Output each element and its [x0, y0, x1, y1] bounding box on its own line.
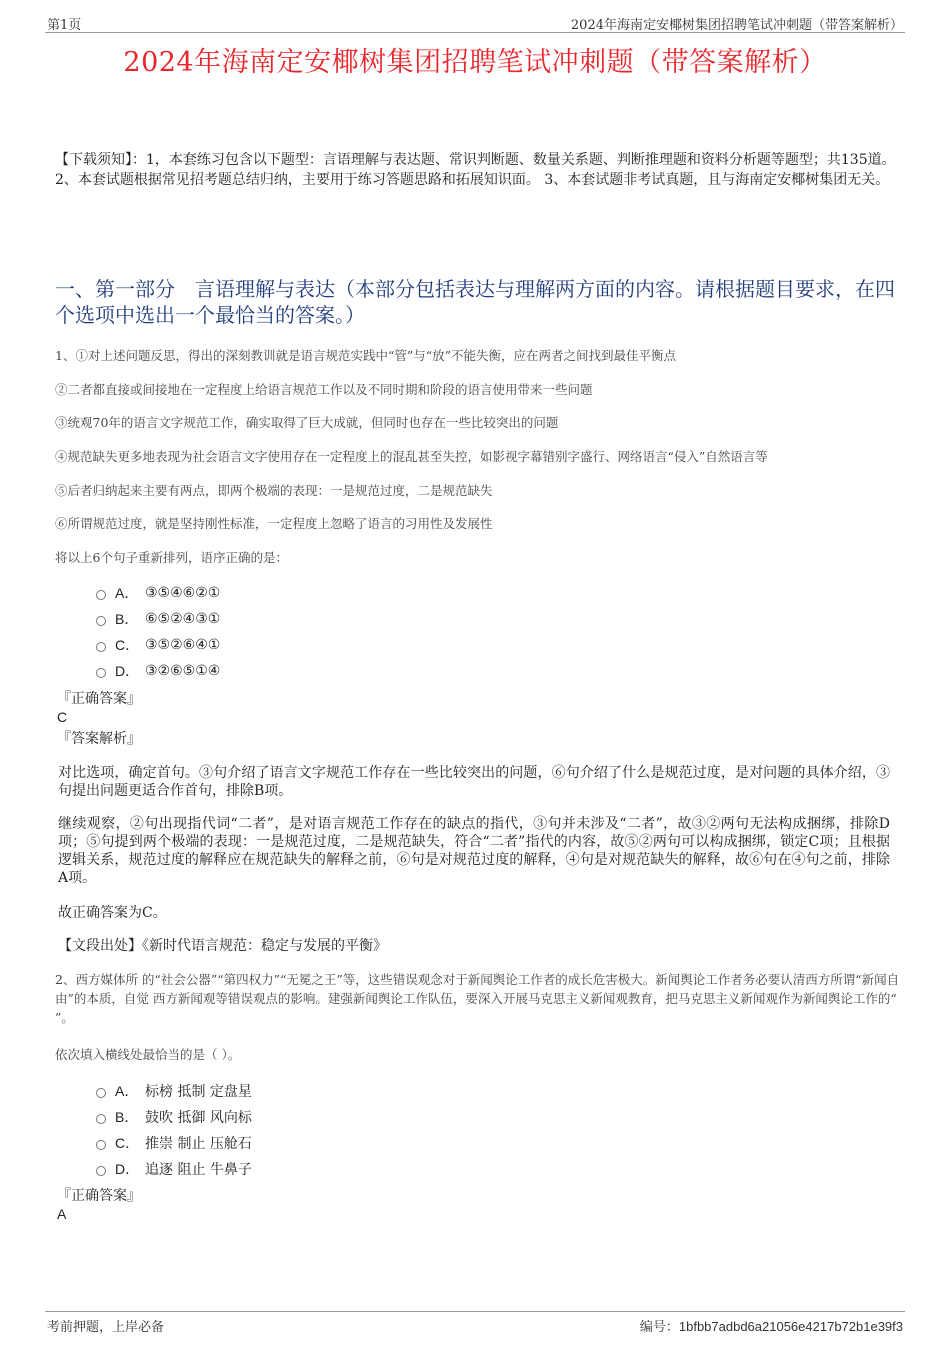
q2-prompt: 依次填入横线处最恰当的是（ ）。 [55, 1047, 241, 1062]
q1-answer-label: 『正确答案』 [57, 691, 141, 707]
q2-answer: A [57, 1206, 67, 1222]
radio-button-icon[interactable] [96, 668, 106, 678]
header-divider [45, 32, 905, 33]
q1-sentence-1: 1、①对上述问题反思，得出的深刻教训就是语言规范实践中“管”与“放”不能失衡，应在两者之间找到最佳平衡点 [55, 348, 677, 363]
q1-options [96, 580, 220, 684]
option-text: ③⑤④⑥②① [145, 585, 221, 601]
option-letter: C． [115, 637, 140, 653]
q2-answer-label: 『正确答案』 [57, 1188, 141, 1204]
running-title: 2024年海南定安椰树集团招聘笔试冲刺题（带答案解析） [570, 18, 903, 33]
code-label: 编号： [639, 1320, 679, 1335]
option-letter: D． [115, 1161, 140, 1177]
q2-option-b[interactable] [96, 1104, 252, 1130]
download-notice: 【下载须知】：1，本套练习包含以下题型：言语理解与表达题、常识判断题、数量关系题、判断推理题和资料分析题等题型；共135道。 2、本套试题根据常见招考题总结归纳，主要用于练习答题思路和拓展知识面。 3、本套试题非考试真题，且与海南定安椰树集团无关。 [55, 152, 896, 188]
q1-sentence-4: ④规范缺失更多地表现为社会语言文字使用存在一定程度上的混乱甚至失控，如影视字幕错别字盛行、网络语言“侵入”自然语言等 [55, 449, 768, 464]
option-text: 标榜 抵制 定盘星 [145, 1084, 252, 1100]
code-value: 1bfbb7adbd6a21056e4217b72b1e39f3 [678, 1319, 903, 1334]
radio-button-icon[interactable] [96, 1088, 106, 1098]
q1-answer: C [57, 709, 68, 725]
option-letter: C． [115, 1135, 140, 1151]
q1-source: 【文段出处】《新时代语言规范：稳定与发展的平衡》 [58, 938, 387, 954]
radio-button-icon[interactable] [96, 590, 106, 600]
option-letter: B． [115, 1109, 139, 1125]
q2-option-d[interactable] [96, 1156, 252, 1182]
radio-button-icon[interactable] [96, 616, 106, 626]
q1-analysis-paragraph-1: 对比选项，确定首句。③句介绍了语言文字规范工作存在一些比较突出的问题，⑥句介绍了什么是规范过度，是对问题的具体介绍，③句提出问题更适合作首句，排除B项。 [58, 765, 890, 799]
option-text: 追逐 阻止 牛鼻子 [145, 1162, 252, 1178]
radio-button-icon[interactable] [96, 642, 106, 652]
q1-sentence-6: ⑥所谓规范过度，就是坚持刚性标准，一定程度上忽略了语言的习用性及发展性 [55, 516, 493, 531]
document-code [640, 1316, 903, 1335]
section-heading: 一、第一部分 言语理解与表达（本部分包括表达与理解两方面的内容。请根据题目要求，在四个选项中选出一个最恰当的答案。） [55, 277, 895, 327]
q2-stem: 2、西方媒体所 的“社会公器”“第四权力”“无冕之王”等，这些错误观念对于新闻舆论工作者的成长危害极大。新闻舆论工作者务必要认清西方所谓“新闻自由”的本质，自觉 西方新闻观等错误观点的影响。建强新闻舆论工作队伍，要深入开展马克思主义新闻观教育，把马克思主义新闻观作为新闻舆论工作的“ ”。 [55, 972, 900, 1025]
radio-button-icon[interactable] [96, 1114, 106, 1124]
option-text: ③②⑥⑤①④ [145, 663, 221, 679]
q1-option-c[interactable] [96, 632, 220, 658]
q1-sentence-2: ②二者都直接或间接地在一定程度上给语言规范工作以及不同时期和阶段的语言使用带来一些问题 [55, 382, 593, 397]
q1-prompt: 将以上6个句子重新排列，语序正确的是： [55, 550, 288, 565]
option-text: ⑥⑤②④③① [145, 611, 221, 627]
option-letter: A． [115, 585, 139, 601]
option-text: 推崇 制止 压舱石 [145, 1136, 252, 1152]
q1-analysis-conclusion: 故正确答案为C。 [58, 905, 167, 921]
document-title: 2024年海南定安椰树集团招聘笔试冲刺题（带答案解析） [123, 47, 827, 78]
q1-option-b[interactable] [96, 606, 220, 632]
footer-divider [45, 1311, 905, 1312]
option-letter: B． [115, 611, 139, 627]
q1-sentence-5: ⑤后者归纳起来主要有两点，即两个极端的表现：一是规范过度，二是规范缺失 [55, 483, 493, 498]
q2-option-a[interactable] [96, 1078, 252, 1104]
q2-option-c[interactable] [96, 1130, 252, 1156]
q1-analysis-paragraph-2: 继续观察，②句出现指代词“二者”，是对语言规范工作存在的缺点的指代，③句并未涉及“二者”，故③②两句无法构成捆绑，排除D项；⑤句提到两个极端的表现：一是规范过度，二是规范缺失，符合“二者”指代的内容，故⑤②两句可以构成捆绑，锁定C项；且根据逻辑关系，规范过度的解释应在规范缺失的解释之前，⑥句是对规范过度的解释，④句是对规范缺失的解释，故⑥句在④句之前，排除A项。 [58, 816, 890, 886]
q1-option-a[interactable] [96, 580, 220, 606]
option-letter: A． [115, 1083, 139, 1099]
footer-slogan: 考前押题，上岸必备 [47, 1320, 165, 1335]
q2-options [96, 1078, 252, 1182]
option-text: ③⑤②⑥④① [145, 637, 221, 653]
radio-button-icon[interactable] [96, 1166, 106, 1176]
radio-button-icon[interactable] [96, 1140, 106, 1150]
option-letter: D． [115, 663, 140, 679]
option-text: 鼓吹 抵御 风向标 [145, 1110, 252, 1126]
q1-analysis-label: 『答案解析』 [57, 731, 141, 747]
q1-option-d[interactable] [96, 658, 220, 684]
q1-sentence-3: ③统观70年的语言文字规范工作，确实取得了巨大成就，但同时也存在一些比较突出的问题 [55, 415, 559, 430]
page-number: 第1页 [47, 18, 82, 33]
